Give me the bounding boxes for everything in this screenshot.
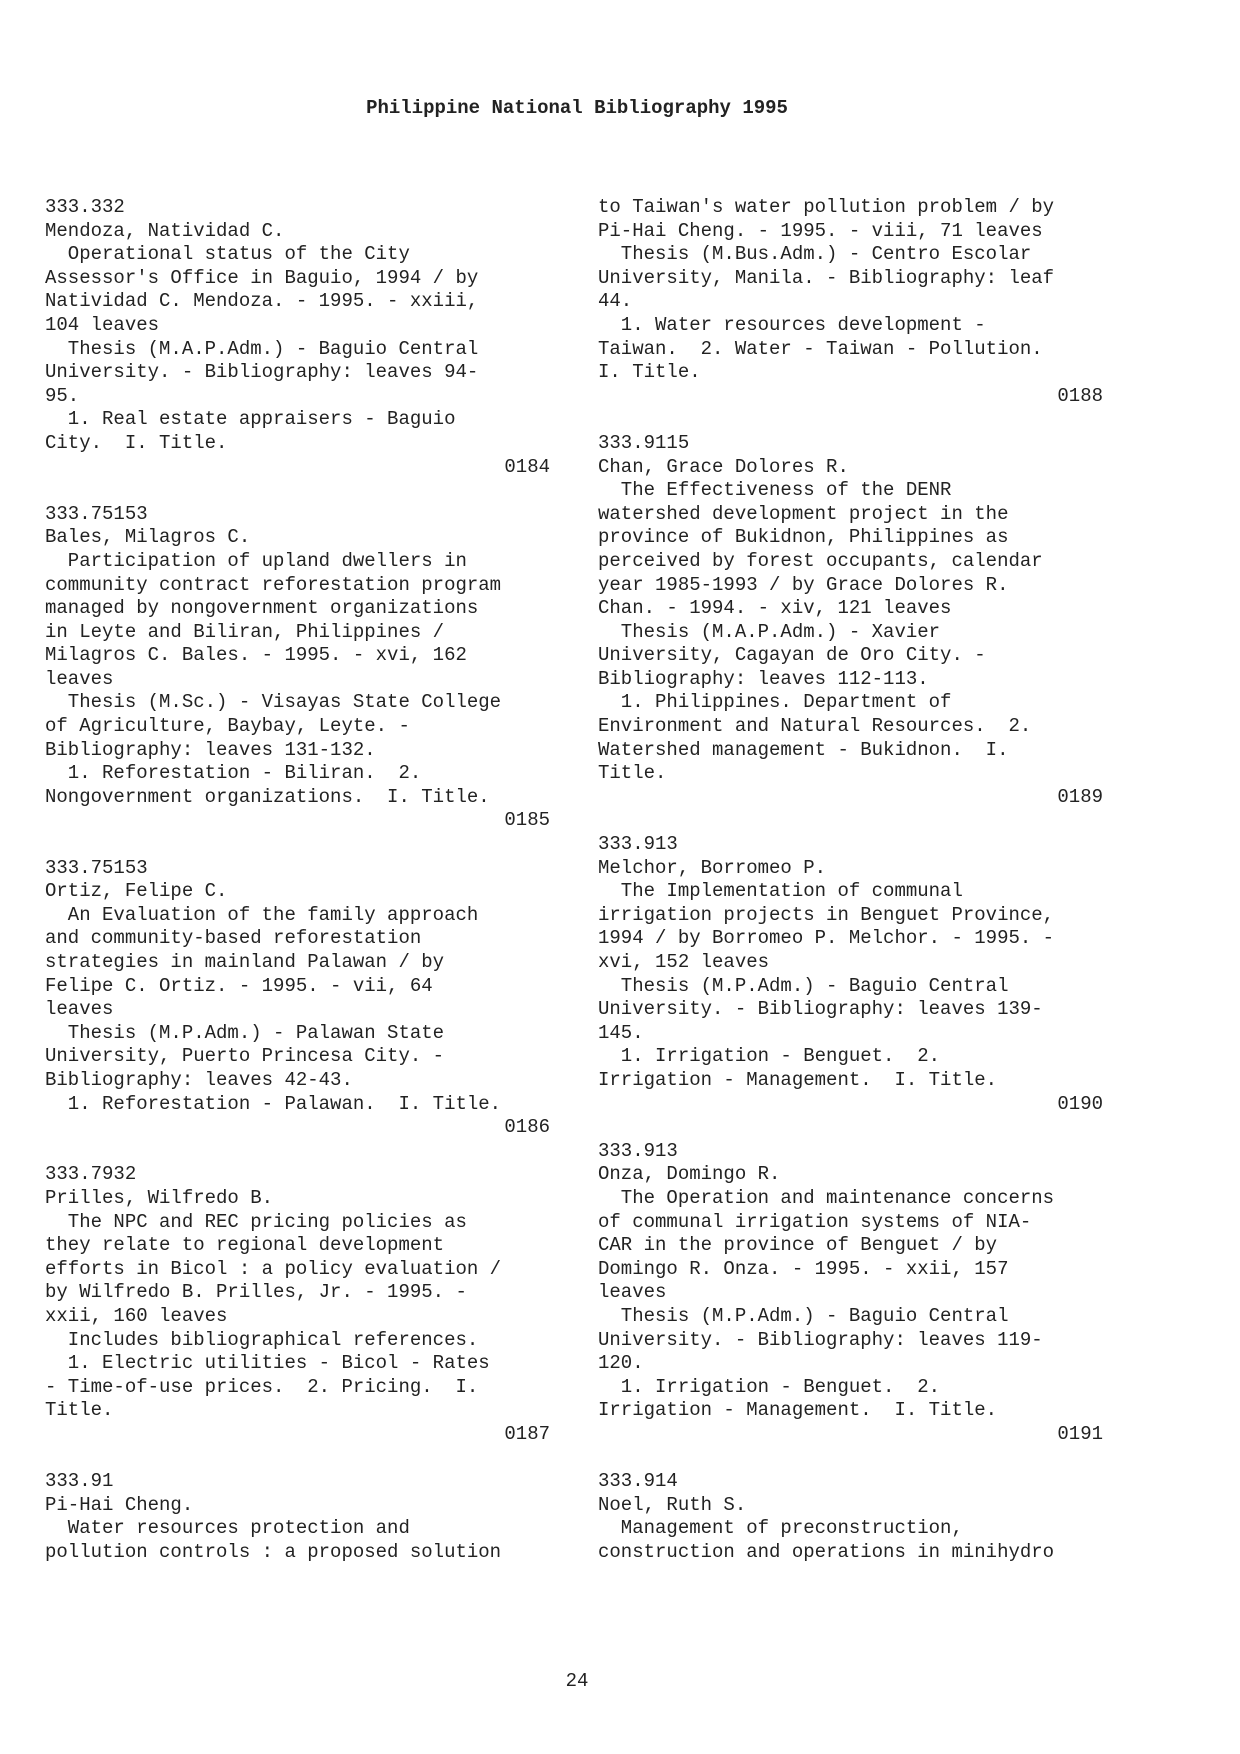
entry-line: University, Manila. - Bibliography: leaf — [598, 266, 1055, 289]
right-column — [598, 196, 1103, 1564]
entry-line: perceived by forest occupants, calendar — [598, 549, 1043, 572]
entry-line: pollution controls : a proposed solution — [45, 1540, 502, 1563]
entry-line: Felipe C. Ortiz. - 1995. - vii, 64 — [45, 974, 433, 997]
entry-line: Natividad C. Mendoza. - 1995. - xxiii, — [45, 290, 479, 313]
entry-spacer — [598, 408, 1103, 432]
entry-line: by Wilfredo B. Prilles, Jr. - 1995. - — [45, 1281, 467, 1304]
entry-line: province of Bukidnon, Philippines as — [598, 526, 1009, 549]
entry-line: xvi, 152 leaves — [598, 951, 770, 973]
entry-spacer — [45, 833, 550, 857]
entry-line-author: Ortiz, Felipe C. — [45, 880, 228, 903]
bibliography-entry — [45, 196, 550, 479]
entry-spacer — [45, 479, 550, 503]
bibliography-entry — [598, 432, 1103, 810]
entry-line: leaves — [45, 998, 114, 1021]
entry-spacer — [598, 809, 1103, 833]
entry-line: An Evaluation of the family approach — [45, 903, 479, 926]
entry-line-author: Chan, Grace Dolores R. — [598, 455, 849, 478]
entry-line: Thesis (M.A.P.Adm.) - Baguio Central — [45, 337, 479, 360]
entry-line-call-number: 333.332 — [45, 196, 125, 218]
entry-line: 1. Irrigation - Benguet. 2. — [598, 1045, 941, 1068]
entry-line: they relate to regional development — [45, 1234, 445, 1257]
entry-number: 0191 — [1057, 1422, 1103, 1445]
entry-line-author: Pi-Hai Cheng. - 1995. - viii, 71 leaves — [598, 219, 1043, 242]
entry-spacer — [45, 1140, 550, 1164]
entry-line: Bibliography: leaves 42-43. — [45, 1068, 353, 1091]
entry-number: 0188 — [1057, 384, 1103, 407]
entry-line: Management of preconstruction, — [598, 1517, 963, 1540]
entry-line: Thesis (M.P.Adm.) - Baguio Central — [598, 1304, 1009, 1327]
entry-line: of communal irrigation systems of NIA- — [598, 1210, 1032, 1233]
entry-line-author: Onza, Domingo R. — [598, 1163, 781, 1186]
entry-line: 44. — [598, 290, 633, 313]
entry-line: and community-based reforestation — [45, 927, 422, 950]
left-column — [45, 196, 550, 1564]
entry-line-call-number: 333.75153 — [45, 856, 148, 879]
entry-line: Thesis (M.Sc.) - Visayas State College — [45, 691, 502, 714]
entry-spacer — [598, 1116, 1103, 1140]
entry-line-call-number: to Taiwan's water pollution problem / by — [598, 196, 1055, 218]
entry-line: 104 leaves — [45, 313, 160, 336]
entry-line-author: Bales, Milagros C. — [45, 526, 251, 549]
entry-line: 1994 / by Borromeo P. Melchor. - 1995. - — [598, 927, 1055, 950]
entry-spacer — [45, 1446, 550, 1470]
entry-line: in Leyte and Biliran, Philippines / — [45, 620, 445, 643]
entry-line: Irrigation - Management. I. Title. — [598, 1068, 998, 1091]
entry-line: 145. — [598, 1021, 644, 1044]
entry-line: University, Cagayan de Oro City. - — [598, 644, 986, 667]
entry-line: Includes bibliographical references. — [45, 1328, 479, 1351]
entry-line: 95. — [45, 384, 80, 407]
entry-line: 120. — [598, 1352, 644, 1375]
entry-number: 0189 — [1057, 785, 1103, 808]
entry-line: Bibliography: leaves 131-132. — [45, 738, 376, 761]
entry-line: Operational status of the City — [45, 243, 410, 266]
entry-line: Thesis (M.A.P.Adm.) - Xavier — [598, 620, 941, 643]
entry-line: Assessor's Office in Baguio, 1994 / by — [45, 266, 479, 289]
entry-line: Domingo R. Onza. - 1995. - xxii, 157 — [598, 1257, 1009, 1280]
entry-line: Thesis (M.Bus.Adm.) - Centro Escolar — [598, 243, 1032, 266]
bibliography-entry — [598, 196, 1103, 408]
entry-line: community contract reforestation program — [45, 573, 502, 596]
entry-line: University, Puerto Princesa City. - — [45, 1045, 445, 1068]
entry-line: Nongovernment organizations. I. Title. — [45, 785, 490, 808]
entry-line-author: Mendoza, Natividad C. — [45, 219, 285, 242]
entry-spacer — [598, 1446, 1103, 1470]
entry-line: City. I. Title. — [45, 431, 228, 454]
entry-line-call-number: 333.914 — [598, 1470, 678, 1493]
entry-line: Title. — [598, 762, 667, 785]
entry-line-call-number: 333.7932 — [45, 1163, 137, 1186]
entry-number: 0185 — [504, 809, 550, 832]
entry-line: University. - Bibliography: leaves 119- — [598, 1328, 1043, 1351]
entry-line: 1. Electric utilities - Bicol - Rates — [45, 1352, 490, 1375]
bibliography-entry — [598, 1140, 1103, 1447]
entry-line-author: Melchor, Borromeo P. — [598, 856, 827, 879]
entry-line: 1. Reforestation - Palawan. I. Title. — [45, 1092, 502, 1115]
entry-line: efforts in Bicol : a policy evaluation / — [45, 1257, 502, 1280]
entry-line: Taiwan. 2. Water - Taiwan - Pollution. — [598, 337, 1043, 360]
entry-line: 1. Irrigation - Benguet. 2. — [598, 1375, 941, 1398]
bibliography-entry — [45, 857, 550, 1140]
entry-number: 0187 — [504, 1422, 550, 1445]
entry-line: Chan. - 1994. - xiv, 121 leaves — [598, 597, 952, 620]
entry-line-author: Pi-Hai Cheng. — [45, 1493, 194, 1516]
entry-line: 1. Reforestation - Biliran. 2. — [45, 762, 422, 785]
bibliography-entry — [598, 833, 1103, 1116]
entry-number: 0184 — [504, 455, 550, 478]
entry-line-call-number: 333.75153 — [45, 502, 148, 525]
entry-line: Watershed management - Bukidnon. I. — [598, 738, 1009, 761]
entry-line: Participation of upland dwellers in — [45, 549, 467, 572]
entry-line: Title. — [45, 1399, 114, 1422]
bibliography-entry — [45, 1470, 550, 1564]
entry-line: 1. Real estate appraisers - Baguio — [45, 408, 456, 431]
entry-line: 1. Water resources development - — [598, 313, 986, 336]
entry-number: 0190 — [1057, 1092, 1103, 1115]
entry-line-call-number: 333.913 — [598, 833, 678, 856]
bibliography-entry — [598, 1470, 1103, 1564]
entry-line: strategies in mainland Palawan / by — [45, 951, 445, 973]
entry-line: construction and operations in minihydro — [598, 1540, 1055, 1563]
entry-line: The Effectiveness of the DENR — [598, 479, 952, 502]
entry-line: University. - Bibliography: leaves 94- — [45, 361, 479, 384]
entry-line: year 1985-1993 / by Grace Dolores R. — [598, 573, 1009, 596]
entry-line: University. - Bibliography: leaves 139- — [598, 998, 1043, 1021]
entry-line: Environment and Natural Resources. 2. — [598, 715, 1032, 738]
entry-line: Bibliography: leaves 112-113. — [598, 667, 929, 690]
entry-line: - Time-of-use prices. 2. Pricing. I. — [45, 1375, 479, 1398]
entry-line: leaves — [598, 1281, 667, 1304]
entry-line: Milagros C. Bales. - 1995. - xvi, 162 — [45, 644, 467, 667]
entry-line-call-number: 333.91 — [45, 1470, 114, 1493]
entry-line: managed by nongovernment organizations — [45, 597, 479, 620]
page-number: 24 — [565, 1670, 589, 1692]
entry-line-author: Prilles, Wilfredo B. — [45, 1186, 274, 1209]
entry-line: leaves — [45, 667, 114, 690]
entry-line: Water resources protection and — [45, 1517, 410, 1540]
entry-line: CAR in the province of Benguet / by — [598, 1234, 998, 1257]
page-title: Philippine National Bibliography 1995 — [366, 97, 788, 119]
bibliography-entry — [45, 503, 550, 833]
bibliography-entry — [45, 1163, 550, 1446]
entry-line: The Implementation of communal — [598, 880, 963, 903]
entry-line: Thesis (M.P.Adm.) - Palawan State — [45, 1021, 445, 1044]
entry-line: irrigation projects in Benguet Province, — [598, 903, 1055, 926]
entry-line-call-number: 333.913 — [598, 1139, 678, 1162]
entry-line: Thesis (M.P.Adm.) - Baguio Central — [598, 974, 1009, 997]
entry-line: Irrigation - Management. I. Title. — [598, 1399, 998, 1422]
entry-line: The NPC and REC pricing policies as — [45, 1210, 467, 1233]
entry-line: 1. Philippines. Department of — [598, 691, 952, 714]
entry-line: I. Title. — [598, 361, 701, 384]
entry-line: xxii, 160 leaves — [45, 1304, 228, 1327]
entry-line: of Agriculture, Baybay, Leyte. - — [45, 715, 410, 738]
entry-line-call-number: 333.9115 — [598, 431, 690, 454]
entry-line-author: Noel, Ruth S. — [598, 1493, 747, 1516]
entry-line: The Operation and maintenance concerns — [598, 1186, 1055, 1209]
entry-line: watershed development project in the — [598, 502, 1009, 525]
entry-number: 0186 — [504, 1116, 550, 1139]
